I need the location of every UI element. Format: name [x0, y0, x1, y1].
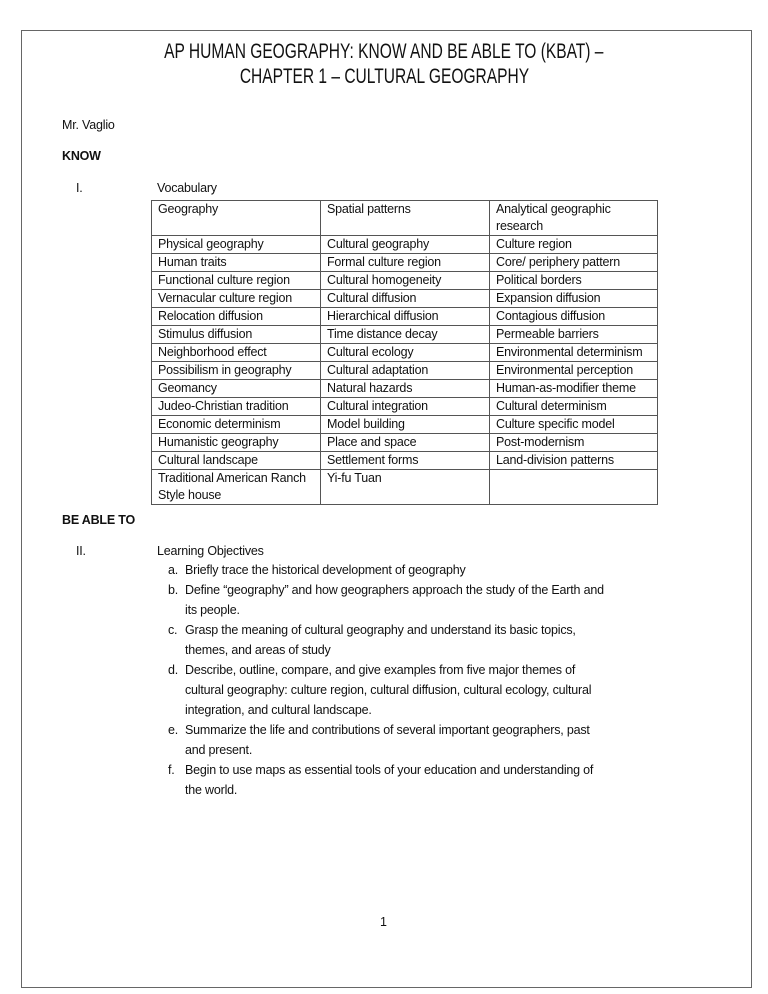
section-numeral: II.	[76, 544, 86, 558]
table-cell: Economic determinism	[152, 416, 321, 434]
know-heading: KNOW	[62, 149, 101, 163]
table-cell: Functional culture region	[152, 272, 321, 290]
table-cell: Cultural homogeneity	[321, 272, 490, 290]
table-cell: Cultural adaptation	[321, 362, 490, 380]
table-cell: Culture specific model	[490, 416, 658, 434]
table-cell: Time distance decay	[321, 326, 490, 344]
table-cell: Formal culture region	[321, 254, 490, 272]
table-cell: Settlement forms	[321, 452, 490, 470]
author: Mr. Vaglio	[62, 118, 115, 132]
table-cell: Humanistic geography	[152, 434, 321, 452]
table-cell: Judeo-Christian tradition	[152, 398, 321, 416]
item-letter: d.	[168, 663, 179, 677]
table-cell: Cultural landscape	[152, 452, 321, 470]
table-row	[152, 344, 658, 362]
list-item	[168, 720, 608, 760]
table-cell: Spatial patterns	[321, 201, 490, 236]
table-cell: Permeable barriers	[490, 326, 658, 344]
item-text: Define “geography” and how geographers approach the study of the Earth and its people.	[185, 583, 604, 617]
table-cell: Yi-fu Tuan	[321, 470, 490, 505]
section-label: Learning Objectives	[157, 544, 264, 558]
table-row	[152, 290, 658, 308]
table-cell: Environmental perception	[490, 362, 658, 380]
table-row	[152, 236, 658, 254]
table-cell: Core/ periphery pattern	[490, 254, 658, 272]
table-row	[152, 380, 658, 398]
item-letter: a.	[168, 563, 179, 577]
objectives-list	[168, 560, 608, 800]
table-cell: Contagious diffusion	[490, 308, 658, 326]
table-row	[152, 470, 658, 505]
page-border	[21, 30, 752, 988]
item-text: Grasp the meaning of cultural geography and understand its basic topics, themes, and areas of study	[185, 623, 576, 657]
table-row	[152, 398, 658, 416]
table-cell: Environmental determinism	[490, 344, 658, 362]
item-text: Begin to use maps as essential tools of your education and understanding of the world.	[185, 763, 594, 797]
table-row	[152, 326, 658, 344]
section-numeral: I.	[76, 181, 83, 195]
item-letter: f.	[168, 763, 175, 777]
item-letter: c.	[168, 623, 178, 637]
list-item	[168, 660, 608, 720]
table-cell: Cultural determinism	[490, 398, 658, 416]
item-letter: b.	[168, 583, 179, 597]
list-item	[168, 560, 608, 580]
table-row	[152, 308, 658, 326]
item-text: Describe, outline, compare, and give examples from five major themes of cultural geography: culture region, cultural diffusion, cultural ecology, cultural integration, and cultural landscape.	[185, 663, 592, 717]
doc-title-line-2: CHAPTER 1 – CULTURAL GEOGRAPHY	[239, 65, 529, 88]
doc-title-line-1: AP HUMAN GEOGRAPHY: KNOW AND BE ABLE TO (KBAT) –	[164, 40, 604, 63]
table-cell: Physical geography	[152, 236, 321, 254]
table-row	[152, 362, 658, 380]
table-cell: Cultural geography	[321, 236, 490, 254]
table-cell: Human-as-modifier theme	[490, 380, 658, 398]
table-row	[152, 434, 658, 452]
section-label: Vocabulary	[157, 181, 217, 195]
item-letter: e.	[168, 723, 179, 737]
table-cell: Vernacular culture region	[152, 290, 321, 308]
table-row	[152, 201, 658, 236]
table-row	[152, 416, 658, 434]
page-number: 1	[380, 915, 387, 929]
table-cell	[490, 470, 658, 505]
table-cell: Relocation diffusion	[152, 308, 321, 326]
item-text: Briefly trace the historical development of geography	[185, 563, 466, 577]
table-cell: Culture region	[490, 236, 658, 254]
table-cell: Human traits	[152, 254, 321, 272]
table-cell: Cultural ecology	[321, 344, 490, 362]
item-text: Summarize the life and contributions of several important geographers, past and present.	[185, 723, 590, 757]
table-cell: Stimulus diffusion	[152, 326, 321, 344]
table-cell: Place and space	[321, 434, 490, 452]
table-cell: Natural hazards	[321, 380, 490, 398]
table-cell: Land-division patterns	[490, 452, 658, 470]
table-cell: Cultural integration	[321, 398, 490, 416]
vocabulary-table	[151, 200, 658, 505]
table-cell: Geomancy	[152, 380, 321, 398]
list-item	[168, 580, 608, 620]
table-cell: Cultural diffusion	[321, 290, 490, 308]
table-row	[152, 272, 658, 290]
table-cell: Expansion diffusion	[490, 290, 658, 308]
table-cell: Geography	[152, 201, 321, 236]
table-cell: Possibilism in geography	[152, 362, 321, 380]
table-cell: Post-modernism	[490, 434, 658, 452]
table-cell: Traditional American Ranch Style house	[152, 470, 321, 505]
table-cell: Hierarchical diffusion	[321, 308, 490, 326]
table-cell: Neighborhood effect	[152, 344, 321, 362]
table-cell: Model building	[321, 416, 490, 434]
table-row	[152, 452, 658, 470]
list-item	[168, 760, 608, 800]
table-cell: Analytical geographic research	[490, 201, 658, 236]
table-row	[152, 254, 658, 272]
able-heading: BE ABLE TO	[62, 513, 136, 527]
table-cell: Political borders	[490, 272, 658, 290]
list-item	[168, 620, 608, 660]
